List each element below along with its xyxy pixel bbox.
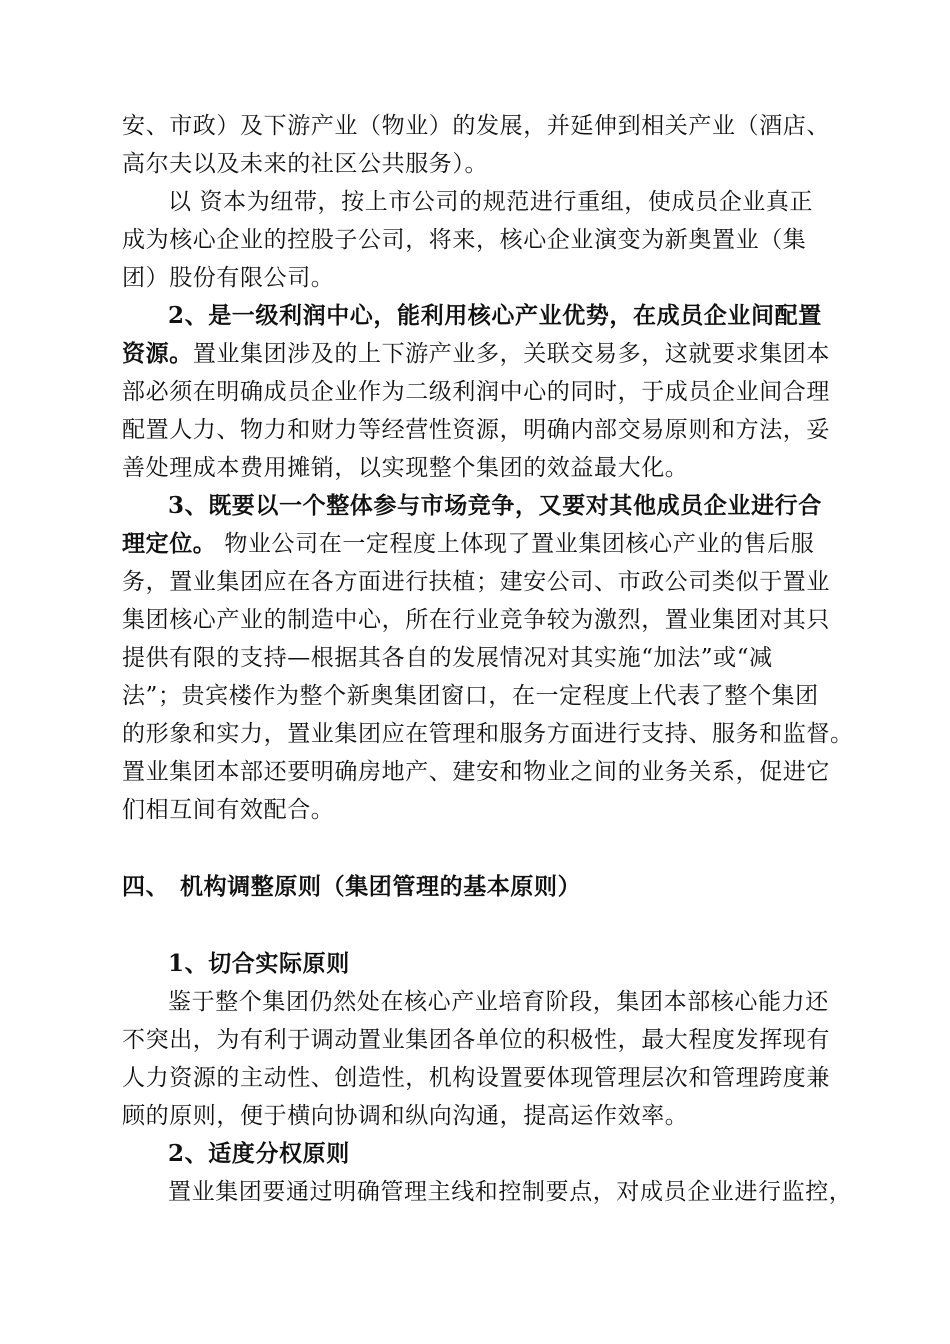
- paragraph-line: 团）股份有限公司。: [122, 265, 335, 291]
- paragraph-line: 部必须在明确成员企业作为二级利润中心的同时，于成员企业间合理: [122, 379, 830, 405]
- paragraph-line: [122, 339, 831, 369]
- paragraph-line: 集团核心产业的制造中心，所在行业竞争较为激烈，置业集团对其只: [122, 607, 830, 633]
- section-number: 四、: [122, 873, 170, 900]
- paragraph-line: 提供有限的支持—根据其各自的发展情况对其实施“加法”或“减: [122, 645, 773, 671]
- paragraph-line: [122, 529, 822, 559]
- paragraph-line: 高尔夫以及未来的社区公共服务）。: [122, 151, 489, 177]
- body-text: 置业集团涉及的上下游产业多，关联交易多，这就要求集团本: [192, 341, 831, 367]
- subsection-heading: 1、切合实际原则: [168, 950, 350, 977]
- paragraph-line: 的形象和实力，置业集团应在管理和服务方面进行支持、服务和监督。: [122, 721, 854, 747]
- body-text: 物业公司在一定程度上体现了置业集团核心产业的售后服: [216, 531, 815, 557]
- bold-lead-line: 3、既要以一个整体参与市场竞争，又要对其他成员企业进行合: [168, 492, 822, 519]
- paragraph-line: 安、市政）及下游产业（物业）的发展，并延伸到相关产业（酒店、: [122, 113, 830, 139]
- bold-lead-text: 理定位。: [122, 530, 217, 557]
- bold-lead-text: 资源。: [122, 340, 193, 367]
- paragraph-line: 以 资本为纽带，按上市公司的规范进行重组，使成员企业真正: [168, 189, 814, 215]
- paragraph-line: 置业集团本部还要明确房地产、建安和物业之间的业务关系，促进它: [122, 759, 830, 785]
- paragraph-line: 置业集团要通过明确管理主线和控制要点，对成员企业进行监控，: [168, 1179, 853, 1205]
- subsection-heading: 2、适度分权原则: [168, 1140, 350, 1167]
- paragraph-line: 法”；贵宾楼作为整个新奥集团窗口，在一定程度上代表了整个集团: [122, 683, 819, 709]
- paragraph-line: 人力资源的主动性、创造性，机构设置要体现管理层次和管理跨度兼: [122, 1065, 830, 1091]
- paragraph-line: 善处理成本费用摊销，以实现整个集团的效益最大化。: [122, 455, 689, 481]
- paragraph-line: 们相互间有效配合。: [122, 797, 335, 823]
- section-title: 机构调整原则（集团管理的基本原则）: [180, 873, 582, 900]
- paragraph-line: 不突出，为有利于调动置业集团各单位的积极性，最大程度发挥现有: [122, 1027, 830, 1053]
- paragraph-line: 配置人力、物力和财力等经营性资源，明确内部交易原则和方法，妥: [122, 417, 830, 443]
- paragraph-line: 鉴于整个集团仍然处在核心产业培育阶段，集团本部核心能力还: [168, 989, 829, 1015]
- section-heading: [122, 872, 581, 902]
- paragraph-line: 成为核心企业的控股子公司，将来，核心企业演变为新奥置业（集: [122, 227, 807, 253]
- paragraph-line: 务，置业集团应在各方面进行扶植；建安公司、市政公司类似于置业: [122, 569, 830, 595]
- bold-lead-line: 2、是一级利润中心，能利用核心产业优势，在成员企业间配置: [168, 302, 822, 329]
- paragraph-line: 顾的原则，便于横向协调和纵向沟通，提高运作效率。: [122, 1103, 689, 1129]
